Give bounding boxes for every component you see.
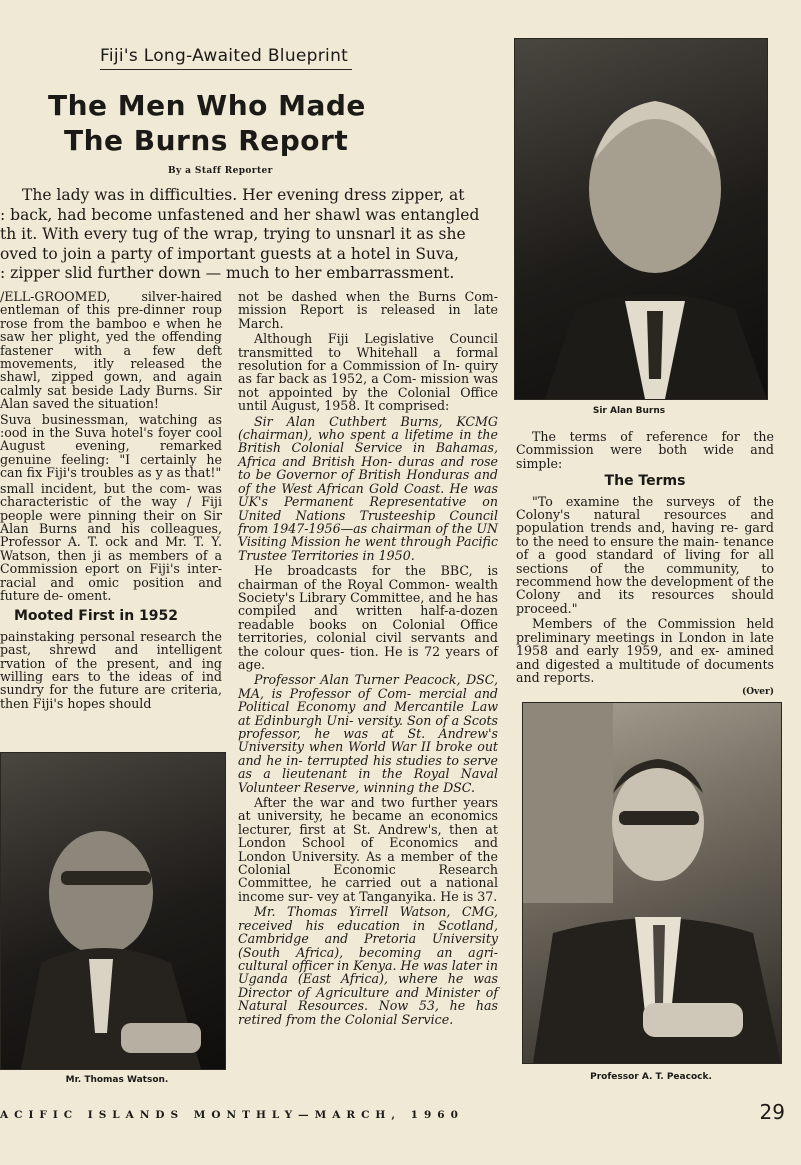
section-kicker: Fiji's Long-Awaited Blueprint [100,46,352,70]
body-paragraph: Sir Alan Cuthbert Burns, KCMG (chairman), who spent a lifetime in the British Colonial Service in Bahamas, Africa and British Hon- duras and rose to be Governor of British Honduras and of the West African Gold Coast. He was UK's Permanent Representative on United Nations Trusteeship Council from 1947-1956—as chairman of the UN Visiting Mission he went through Pacific Trustee Territories in 1950. [238,413,498,563]
body-paragraph: "To examine the surveys of the Colony's natural resources and population trends and, having re- gard to the need to ensure the main- tenance of a good standard of living for all sections of the community, to recommend how the development of the Colony and its resources should proceed." [516,493,774,616]
body-paragraph: small incident, but the com- was characteristic of the way / Fiji people were pinning their on Sir Alan Burns and his colleagues, Professor A. T. ock and Mr. T. Y. Watson, then ji as members of a Commission eport on Fiji's inter-racial and omic position and future de- oment. [0,480,222,603]
portrait-watson-graphic [1,753,225,1069]
subheading-mooted: Mooted First in 1952 [14,608,179,625]
lede-line: th it. With every tug of the wrap, trying to unsnarl it as she [0,225,466,243]
continued-over-note: (Over) [741,687,774,698]
byline: By a Staff Reporter [168,166,273,176]
headline-line-1: The Men Who Made [48,89,366,122]
body-paragraph: Suva businessman, watching as :ood in the Suva hotel's foyer cool August evening, remarked genuine feeling: "I certainly he can fix Fiji's troubles as y as that!" [0,411,222,481]
body-paragraph: Mr. Thomas Yirrell Watson, CMG, received his education in Scotland, Cambridge and Pretoria University (South Africa), becoming an agri- cultural officer in Kenya. He was later in Uganda (East Africa), where he was Director of Agriculture and Minister of Natural Resources. Now 53, he has retired from the Colonial Service. [238,904,498,1027]
lede-line: oved to join a party of important guests at a hotel in Suva, [0,244,459,263]
subheading-terms: The Terms [604,473,686,490]
lede-line: The lady was in difficulties. Her evening dress zipper, at [22,186,465,204]
lede-line: : zipper slid further down — much to her embarrassment. [0,264,455,282]
headline-line-2: The Burns Report [64,124,349,157]
body-paragraph: Professor Alan Turner Peacock, DSC, MA, is Professor of Com- mercial and Political Economy and Mercantile Law at Edinburgh Uni- versity. Son of a Scots professor, he was at St. Andrew's University when World War II broke out and he in- terrupted his studies to serve as a lieutenant in the Royal Naval Volunteer Reserve, winning the DSC. [238,672,498,795]
caption-peacock: Professor A. T. Peacock. [590,1072,712,1082]
portrait-burns-graphic [515,39,767,399]
body-paragraph: /ELL-GROOMED, silver-haired entleman of this pre-dinner roup rose from the bamboo e when he saw her plight, yed the offending fastener with a few deft movements, itly released the shawl, zipped gown, and again calmly sat beside Lady Burns. Sir Alan saved the situation! [0,289,222,412]
photo-thomas-watson [0,752,226,1070]
body-paragraph: He broadcasts for the BBC, is chairman of the Royal Common- wealth Society's Library Committee, and he has compiled and written half-a-dozen readable books on Colonial Office territories, colonial civil servants and the colour ques- tion. He is 72 years of age. [238,563,498,672]
photo-sir-alan-burns [514,38,768,400]
lede-paragraph [0,186,480,284]
lede-line: : back, had become unfastened and her shawl was entangled [0,205,480,224]
body-paragraph: The terms of reference for the Commission were both wide and simple: [516,429,774,471]
page-footer [0,1100,801,1130]
body-paragraph: After the war and two further years at university, he became an economics lecturer, first at St. Andrew's, then at London School of Economics and London University. As a member of the Colonial Economic Research Committee, he carried out a national income sur- vey at Tanganyika. He is 37. [238,795,498,904]
page-number: 29 [759,1100,785,1124]
headline [48,88,428,158]
body-paragraph: painstaking personal research the past, shrewd and intelligent rvation of the present, and ing willing ears to the ideas of ind sundry for the future are criteria, then Fiji's hopes should [0,628,222,711]
caption-watson: Mr. Thomas Watson. [65,1075,169,1085]
article-column-2 [238,290,498,1028]
caption-burns: Sir Alan Burns [592,406,666,416]
article-column-3 [516,430,774,700]
publication-masthead: ACIFIC ISLANDS MONTHLY—MARCH, 1960 [0,1109,464,1121]
portrait-peacock-graphic [523,703,781,1063]
photo-professor-peacock [522,702,782,1064]
body-paragraph: Although Fiji Legislative Council transmitted to Whitehall a formal resolution for a Commission of In- quiry as far back as 1952, a Com- mission was not appointed by the Colonial Office until August, 1958. It comprised: [238,331,498,414]
article-column-1 [0,290,222,712]
body-paragraph: not be dashed when the Burns Com- mission Report is released in late March. [238,289,498,331]
body-paragraph: Members of the Commission held preliminary meetings in London in late 1958 and early 1959, and ex- amined and digested a multitude of documents and reports. [516,616,774,685]
